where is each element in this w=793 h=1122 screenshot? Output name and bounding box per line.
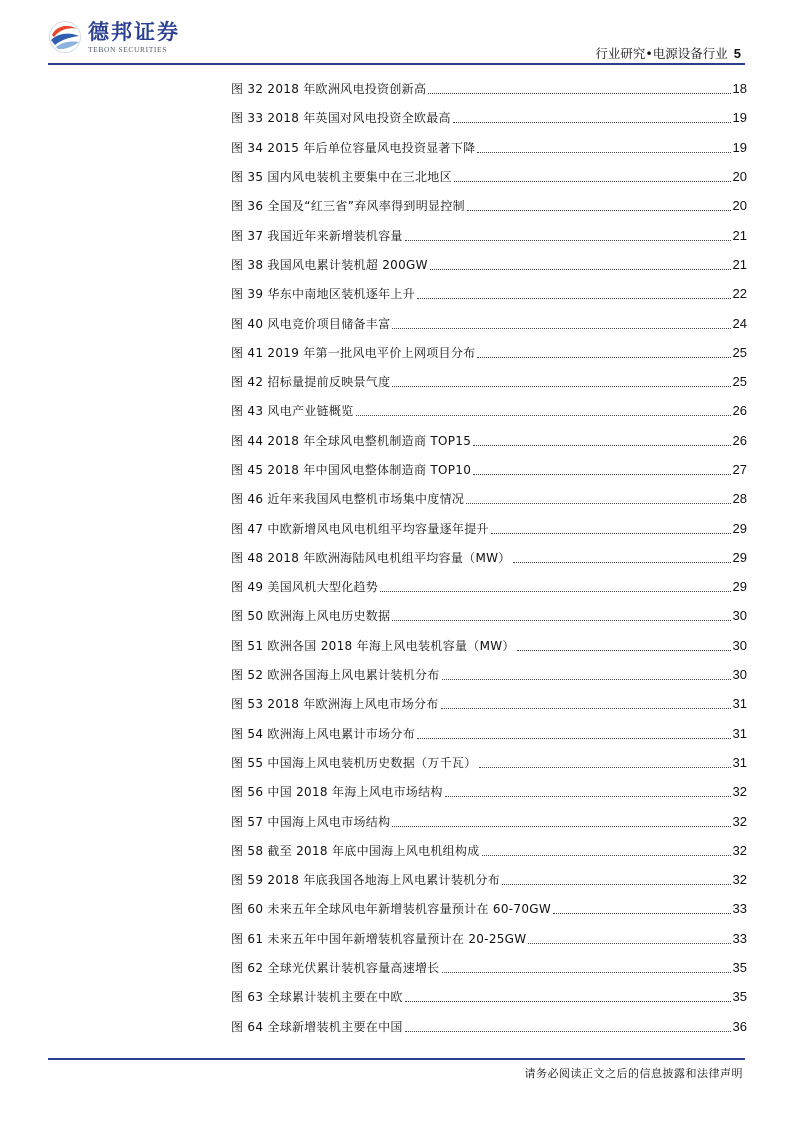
toc-dot-leader <box>517 650 731 651</box>
toc-entry[interactable] <box>231 484 747 513</box>
toc-entry-label[interactable]: 图 42 招标量提前反映景气度 <box>231 375 391 390</box>
toc-dot-leader <box>405 1031 731 1032</box>
toc-entry-label[interactable]: 图 49 美国风机大型化趋势 <box>231 580 379 595</box>
toc-entry-label[interactable]: 图 59 2018 年底我国各地海上风电累计装机分布 <box>231 873 501 888</box>
toc-dot-leader <box>473 474 730 475</box>
toc-entry-label[interactable]: 图 54 欧洲海上风电累计市场分布 <box>231 726 415 741</box>
footer-divider <box>48 1058 745 1060</box>
toc-entry[interactable] <box>231 191 747 220</box>
toc-dot-leader <box>405 1001 731 1002</box>
toc-entry-label[interactable]: 图 50 欧洲海上风电历史数据 <box>231 609 391 624</box>
brand-name-cn: 德邦证券 <box>88 19 180 44</box>
toc-entry-page[interactable]: 28 <box>732 491 747 507</box>
toc-dot-leader <box>467 210 731 211</box>
toc-entry[interactable] <box>231 982 747 1011</box>
toc-entry[interactable] <box>231 601 747 630</box>
toc-entry-label[interactable]: 图 63 全球累计装机主要在中欧 <box>231 990 403 1005</box>
figure-table-of-contents <box>231 74 747 1041</box>
toc-entry-page[interactable]: 31 <box>732 754 747 770</box>
toc-entry[interactable] <box>231 162 747 191</box>
toc-entry-page[interactable]: 21 <box>732 227 747 243</box>
toc-entry-label[interactable]: 图 45 2018 年中国风电整体制造商 TOP10 <box>231 463 472 477</box>
toc-dot-leader <box>392 620 730 621</box>
page-number: 5 <box>733 46 741 61</box>
toc-entry-page[interactable]: 35 <box>732 989 747 1005</box>
toc-dot-leader <box>473 445 730 446</box>
toc-dot-leader <box>380 591 730 592</box>
toc-entry[interactable] <box>231 543 747 572</box>
toc-entry-page[interactable]: 19 <box>732 139 747 155</box>
toc-entry-label[interactable]: 图 64 全球新增装机主要在中国 <box>231 1019 403 1034</box>
toc-entry[interactable] <box>231 777 747 806</box>
toc-entry[interactable] <box>231 103 747 132</box>
toc-entry[interactable] <box>231 220 747 249</box>
toc-dot-leader <box>442 679 731 680</box>
toc-entry[interactable] <box>231 1012 747 1041</box>
toc-dot-leader <box>428 93 730 94</box>
toc-entry-page[interactable]: 26 <box>732 432 747 448</box>
toc-entry-page[interactable]: 30 <box>732 667 747 683</box>
brand-name-en: TEBON SECURITIES <box>88 45 167 54</box>
toc-entry[interactable] <box>231 74 747 103</box>
toc-entry-page[interactable]: 26 <box>732 403 747 419</box>
toc-entry[interactable] <box>231 250 747 279</box>
toc-entry-label[interactable]: 图 62 全球光伏累计装机容量高速增长 <box>231 961 440 976</box>
toc-dot-leader <box>477 357 730 358</box>
toc-entry[interactable] <box>231 572 747 601</box>
toc-dot-leader <box>454 181 731 182</box>
toc-entry-label[interactable]: 图 44 2018 年全球风电整机制造商 TOP15 <box>231 433 472 448</box>
toc-dot-leader <box>466 503 730 504</box>
toc-dot-leader <box>392 826 730 827</box>
toc-entry[interactable] <box>231 308 747 337</box>
tebon-logo-icon <box>48 20 82 54</box>
toc-entry-label[interactable]: 图 40 风电竞价项目储备丰富 <box>231 316 391 331</box>
toc-entry-page[interactable]: 32 <box>732 842 747 858</box>
toc-entry-label[interactable]: 图 51 欧洲各国 2018 年海上风电装机容量（MW） <box>231 638 515 653</box>
toc-entry-page[interactable]: 33 <box>732 930 747 946</box>
toc-entry[interactable] <box>231 133 747 162</box>
toc-entry-page[interactable]: 25 <box>732 374 747 390</box>
toc-entry-label[interactable]: 图 58 截至 2018 年底中国海上风电机组构成 <box>231 843 480 858</box>
toc-entry-page[interactable]: 29 <box>732 549 747 565</box>
toc-dot-leader <box>417 298 731 299</box>
toc-entry[interactable] <box>231 748 747 777</box>
toc-dot-leader <box>430 269 731 270</box>
toc-entry-label[interactable]: 图 56 中国 2018 年海上风电市场结构 <box>231 785 443 800</box>
toc-entry-label[interactable]: 图 43 风电产业链概览 <box>231 404 354 419</box>
toc-dot-leader <box>479 767 731 768</box>
toc-dot-leader <box>442 972 731 973</box>
toc-entry-page[interactable]: 20 <box>732 169 747 185</box>
toc-entry-label[interactable]: 图 32 2018 年欧洲风电投资创新高 <box>231 82 427 97</box>
toc-dot-leader <box>477 152 730 153</box>
toc-entry-page[interactable]: 19 <box>732 110 747 126</box>
toc-entry[interactable] <box>231 660 747 689</box>
toc-entry[interactable] <box>231 689 747 718</box>
toc-entry[interactable] <box>231 338 747 367</box>
toc-entry[interactable] <box>231 836 747 865</box>
toc-entry-page[interactable]: 22 <box>732 286 747 302</box>
toc-entry[interactable] <box>231 396 747 425</box>
toc-dot-leader <box>453 122 731 123</box>
toc-entry[interactable] <box>231 806 747 835</box>
toc-entry[interactable] <box>231 367 747 396</box>
toc-entry-label[interactable]: 图 46 近年来我国风电整机市场集中度情况 <box>231 492 465 507</box>
toc-dot-leader <box>392 328 730 329</box>
toc-entry[interactable] <box>231 894 747 923</box>
toc-entry[interactable] <box>231 279 747 308</box>
toc-entry-label[interactable]: 图 57 中国海上风电市场结构 <box>231 814 391 829</box>
toc-dot-leader <box>513 562 731 563</box>
toc-entry[interactable] <box>231 455 747 484</box>
toc-dot-leader <box>491 533 731 534</box>
toc-entry-page[interactable]: 27 <box>732 462 747 477</box>
toc-entry-page[interactable]: 30 <box>732 637 747 653</box>
toc-entry[interactable] <box>231 953 747 982</box>
toc-entry-label[interactable]: 图 36 全国及“红三省”弃风率得到明显控制 <box>231 199 465 214</box>
header-section <box>595 44 741 62</box>
toc-entry-label[interactable]: 图 53 2018 年欧洲海上风电市场分布 <box>231 697 439 712</box>
report-section-title: 行业研究•电源设备行业 <box>595 46 728 61</box>
toc-dot-leader <box>356 415 731 416</box>
toc-entry-label[interactable]: 图 60 未来五年全球风电年新增装机容量预计在 60-70GW <box>231 902 552 917</box>
toc-entry[interactable] <box>231 865 747 894</box>
toc-entry-page[interactable]: 21 <box>732 256 747 272</box>
toc-entry-page[interactable]: 20 <box>732 198 747 214</box>
toc-entry-page[interactable]: 32 <box>732 813 747 829</box>
toc-entry-page[interactable]: 31 <box>732 725 747 741</box>
toc-entry-label[interactable]: 图 61 未来五年中国年新增装机容量预计在 20-25GW <box>231 931 527 946</box>
toc-entry[interactable] <box>231 513 747 542</box>
toc-entry-page[interactable]: 29 <box>732 520 747 536</box>
toc-entry-label[interactable]: 图 35 国内风电装机主要集中在三北地区 <box>231 170 452 185</box>
toc-entry[interactable] <box>231 719 747 748</box>
toc-dot-leader <box>417 738 731 739</box>
toc-entry-page[interactable]: 29 <box>732 579 747 595</box>
toc-entry-page[interactable]: 32 <box>732 872 747 888</box>
toc-dot-leader <box>502 884 730 885</box>
company-logo <box>48 20 180 56</box>
toc-dot-leader <box>445 796 731 797</box>
toc-entry-label[interactable]: 图 34 2015 年后单位容量风电投资显著下降 <box>231 140 476 155</box>
toc-entry-label[interactable]: 图 33 2018 年英国对风电投资全欧最高 <box>231 111 451 126</box>
header-divider <box>48 63 745 65</box>
toc-entry-page[interactable]: 30 <box>732 608 747 624</box>
toc-dot-leader <box>553 913 730 914</box>
toc-entry-label[interactable]: 图 48 2018 年欧洲海陆风电机组平均容量（MW） <box>231 550 511 565</box>
toc-entry-page[interactable]: 24 <box>732 315 747 331</box>
toc-entry[interactable] <box>231 631 747 660</box>
toc-entry-page[interactable]: 32 <box>732 784 747 800</box>
toc-dot-leader <box>405 240 731 241</box>
toc-entry-page[interactable]: 36 <box>732 1018 747 1034</box>
toc-dot-leader <box>482 855 731 856</box>
toc-entry[interactable] <box>231 426 747 455</box>
toc-entry-label[interactable]: 图 37 我国近年来新增装机容量 <box>231 228 403 243</box>
toc-dot-leader <box>528 943 730 944</box>
toc-entry-page[interactable]: 25 <box>732 344 747 360</box>
footer-disclaimer: 请务必阅读正文之后的信息披露和法律声明 <box>524 1067 743 1080</box>
toc-entry-page[interactable]: 18 <box>732 81 747 97</box>
toc-entry-label[interactable]: 图 39 华东中南地区装机逐年上升 <box>231 287 415 302</box>
toc-dot-leader <box>392 386 730 387</box>
toc-entry-label[interactable]: 图 41 2019 年第一批风电平价上网项目分布 <box>231 345 476 360</box>
toc-entry-label[interactable]: 图 52 欧洲各国海上风电累计装机分布 <box>231 668 440 683</box>
toc-entry-label[interactable]: 图 55 中国海上风电装机历史数据（万千瓦） <box>231 755 477 770</box>
toc-dot-leader <box>441 708 731 709</box>
toc-entry-label[interactable]: 图 38 我国风电累计装机超 200GW <box>231 257 428 272</box>
toc-entry-page[interactable]: 33 <box>732 901 747 917</box>
toc-entry-page[interactable]: 35 <box>732 960 747 976</box>
toc-entry-page[interactable]: 31 <box>732 696 747 712</box>
toc-entry[interactable] <box>231 924 747 953</box>
toc-entry-label[interactable]: 图 47 中欧新增风电风电机组平均容量逐年提升 <box>231 521 489 536</box>
